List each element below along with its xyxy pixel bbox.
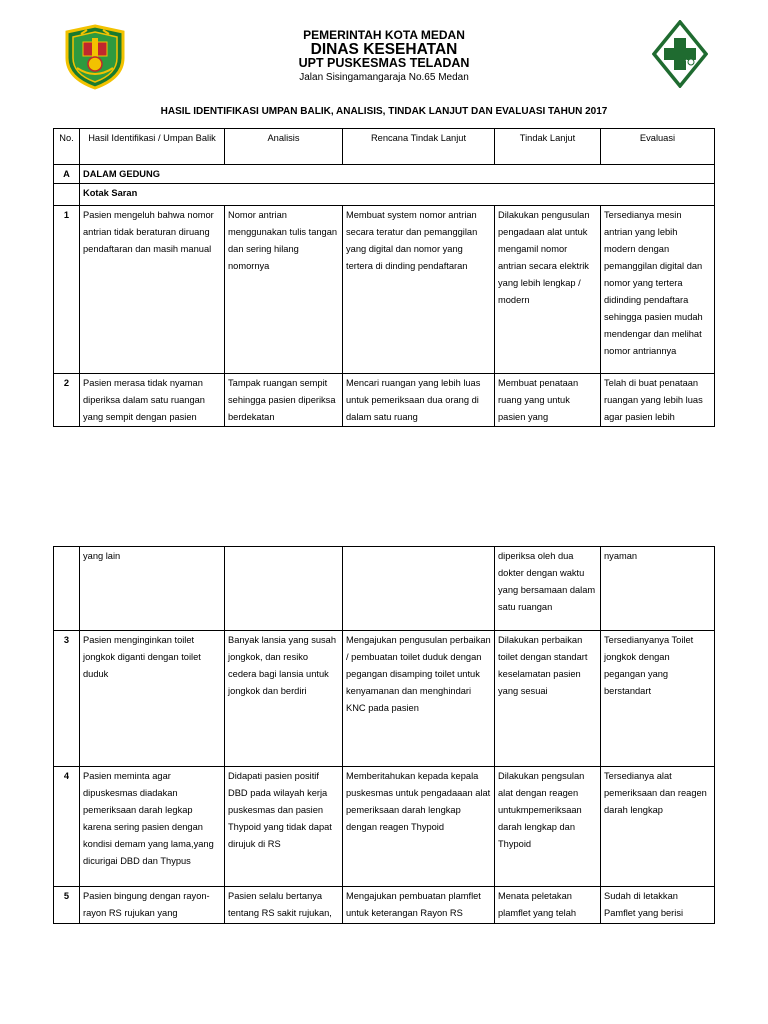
cell-rencana xyxy=(343,547,495,631)
row-number xyxy=(54,547,80,631)
header-government-line: PEMERINTAH KOTA MEDAN xyxy=(303,28,465,42)
header-address: Jalan Sisingamangaraja No.65 Medan xyxy=(299,72,469,83)
section-row xyxy=(54,165,715,184)
cell-rencana: Mengajukan pengusulan perbaikan / pembuatan toilet duduk dengan pegangan disamping toilet untuk kenyamanan dan menghindari KNC pada pasien xyxy=(343,631,495,767)
column-header-hasil: Hasil Identifikasi / Umpan Balik xyxy=(80,129,225,165)
row-number: 3 xyxy=(54,631,80,767)
section-label: DALAM GEDUNG xyxy=(80,165,715,184)
column-header-analisis: Analisis xyxy=(225,129,343,165)
table-header-row xyxy=(54,129,715,165)
table-row xyxy=(54,206,715,374)
cell-hasil: Pasien menginginkan toilet jongkok diganti dengan toilet duduk xyxy=(80,631,225,767)
cell-rencana: Mencari ruangan yang lebih luas untuk pemeriksaan dua orang di dalam satu ruang xyxy=(343,374,495,427)
column-header-tindak: Tindak Lanjut xyxy=(495,129,601,165)
cell-tindak: Menata peletakan plamflet yang telah xyxy=(495,887,601,924)
section-code: A xyxy=(54,165,80,184)
subsection-label: Kotak Saran xyxy=(80,184,715,206)
cell-analisis xyxy=(225,547,343,631)
cell-analisis: Pasien selalu bertanya tentang RS sakit rujukan, xyxy=(225,887,343,924)
header-unit-line: UPT PUSKESMAS TELADAN xyxy=(298,56,470,70)
cell-evaluasi: Tersedianya alat pemeriksaan dan reagen darah lengkap xyxy=(601,767,715,887)
subsection-spacer xyxy=(54,184,80,206)
cell-evaluasi: Tersedianya mesin antrian yang lebih modern dengan pemanggilan digital dan nomor yang tertera didinding pendaftara sehingga pasien mudah mendengar dan melihat nomor antriannya xyxy=(601,206,715,374)
table-row xyxy=(54,887,715,924)
cell-analisis: Tampak ruangan sempit sehingga pasien diperiksa berdekatan xyxy=(225,374,343,427)
table-row xyxy=(54,767,715,887)
row-number: 2 xyxy=(54,374,80,427)
cell-analisis: Banyak lansia yang susah jongkok, dan resiko cedera bagi lansia untuk jongkok dan berdiri xyxy=(225,631,343,767)
column-header-no: No. xyxy=(54,129,80,165)
cell-analisis: Didapati pasien positif DBD pada wilayah kerja puskesmas dan pasien Thypoid yang tidak dapat dirujuk di RS xyxy=(225,767,343,887)
table-row-continuation xyxy=(54,547,715,631)
cell-tindak: Membuat penataan ruang yang untuk pasien yang xyxy=(495,374,601,427)
cell-hasil: Pasien mengeluh bahwa nomor antrian tidak beraturan diruang pendaftaran dan masih manual xyxy=(80,206,225,374)
row-number: 5 xyxy=(54,887,80,924)
cell-hasil: yang lain xyxy=(80,547,225,631)
cell-hasil: Pasien bingung dengan rayon-rayon RS rujukan yang xyxy=(80,887,225,924)
cell-hasil: Pasien meminta agar dipuskesmas diadakan pemeriksaan darah legkap karena sering pasien dengan kondisi demam yang lama,yang dicurigai DBD dan Thypus xyxy=(80,767,225,887)
cell-evaluasi: Telah di buat penataan ruangan yang lebih luas agar pasien lebih xyxy=(601,374,715,427)
cell-tindak: Dilakukan pengsulan alat dengan reagen untukmpemeriksaan darah lengkap dan Thypoid xyxy=(495,767,601,887)
cell-hasil: Pasien merasa tidak nyaman diperiksa dalam satu ruangan yang sempit dengan pasien xyxy=(80,374,225,427)
cell-tindak: diperiksa oleh dua dokter dengan waktu yang bersamaan dalam satu ruangan xyxy=(495,547,601,631)
column-header-rencana: Rencana Tindak Lanjut xyxy=(343,129,495,165)
table-row xyxy=(54,374,715,427)
subsection-row xyxy=(54,184,715,206)
cell-evaluasi: Sudah di letakkan Pamflet yang berisi xyxy=(601,887,715,924)
document-title: HASIL IDENTIFIKASI UMPAN BALIK, ANALISIS, TINDAK LANJUT DAN EVALUASI TAHUN 2017 xyxy=(160,106,608,117)
feedback-table-continued xyxy=(53,546,715,924)
cell-evaluasi: nyaman xyxy=(601,547,715,631)
table-row xyxy=(54,631,715,767)
cell-rencana: Membuat system nomor antrian secara teratur dan pemanggilan yang digital dan nomor yang tertera di dinding pendaftaran xyxy=(343,206,495,374)
header-agency-line: DINAS KESEHATAN xyxy=(310,41,458,58)
feedback-table xyxy=(53,128,715,427)
cell-rencana: Mengajukan pembuatan plamflet untuk keterangan Rayon RS xyxy=(343,887,495,924)
row-number: 4 xyxy=(54,767,80,887)
cell-rencana: Memberitahukan kepada kepala puskesmas untuk pengadaaan alat pemeriksaan darah lengkap dengan reagen Thypoid xyxy=(343,767,495,887)
cell-tindak: Dilakukan pengusulan pengadaan alat untuk mengamil nomor antrian secara elektrik yang lebih lengkap / modern xyxy=(495,206,601,374)
row-number: 1 xyxy=(54,206,80,374)
cell-evaluasi: Tersedianyanya Toilet jongkok dengan pegangan yang berstandart xyxy=(601,631,715,767)
cell-tindak: Dilakukan perbaikan toilet dengan standart keselamatan pasien yang sesuai xyxy=(495,631,601,767)
cell-analisis: Nomor antrian menggunakan tulis tangan dan sering hilang nomornya xyxy=(225,206,343,374)
column-header-evaluasi: Evaluasi xyxy=(601,129,715,165)
